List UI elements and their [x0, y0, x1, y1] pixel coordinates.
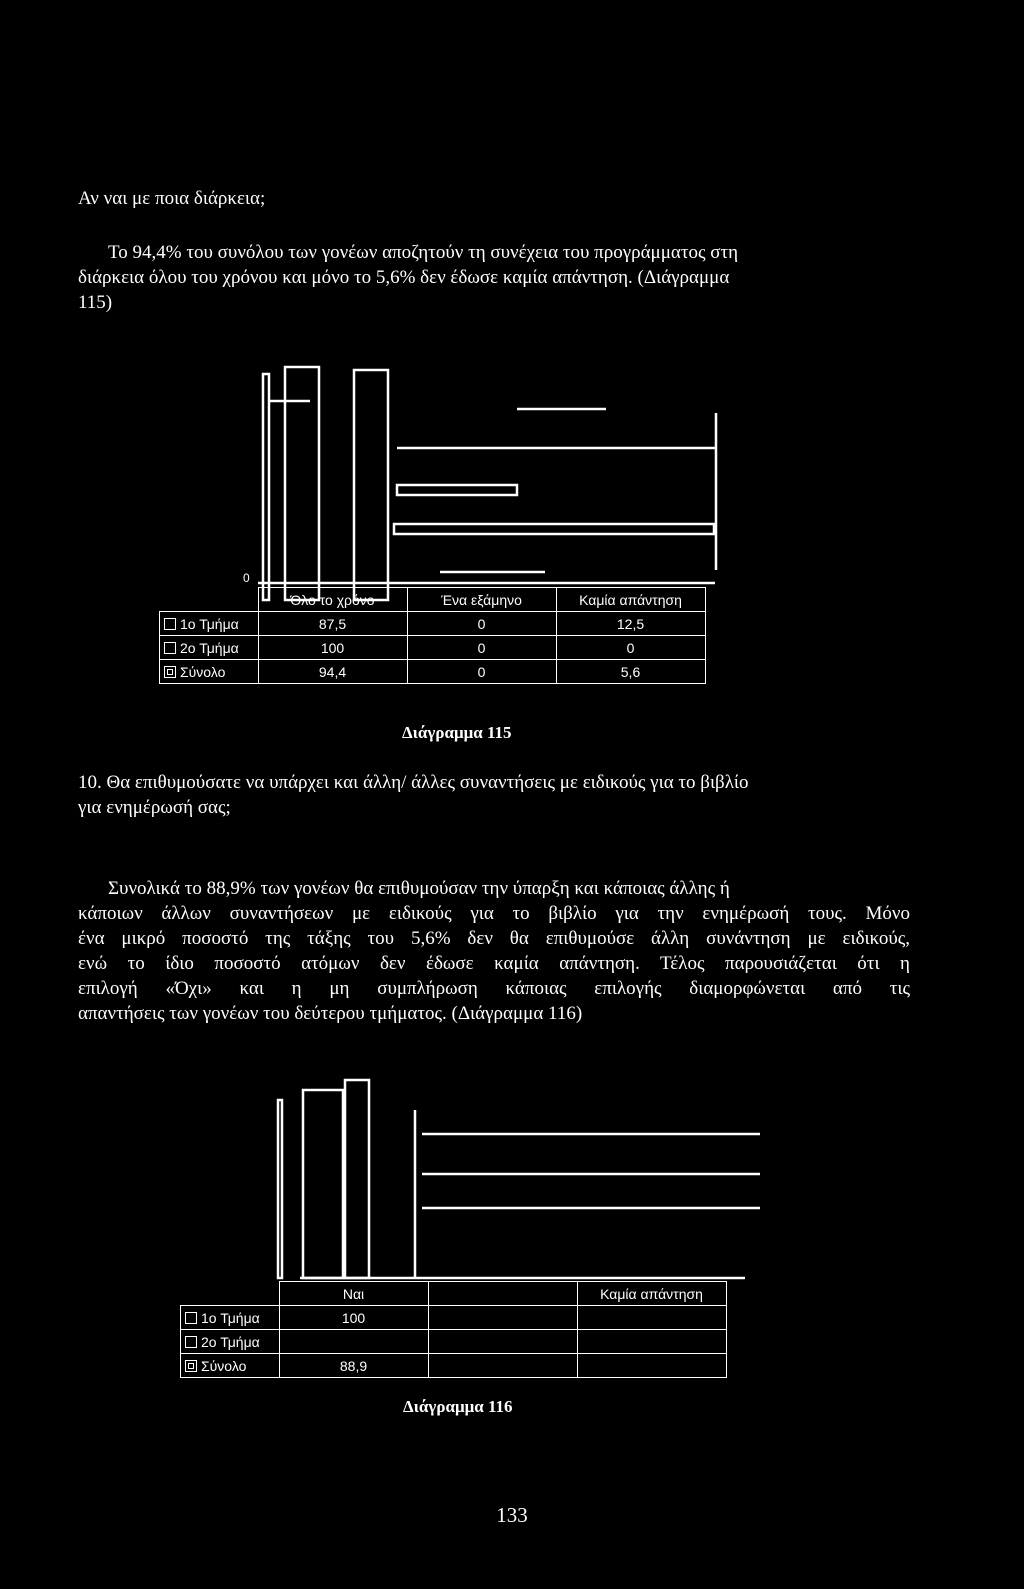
paragraph-2-line-3: ένα μικρό ποσοστό της τάξης του 5,6% δεν θα επιθυμούσε άλλη συνάντηση με ειδικούς, [78, 928, 910, 949]
paragraph-2 [78, 876, 910, 1026]
page-number: 133 [496, 1503, 528, 1527]
paragraph-2-line-4: ενώ το ίδιο ποσοστό ατόμων δεν έδωσε καμία απάντηση. Τέλος παρουσιάζεται ότι η [78, 953, 910, 974]
question-line-2: για ενημέρωσή σας; [78, 797, 231, 818]
chart-116-cell [428, 1330, 577, 1354]
chart-116-bar-2o-nai [303, 1090, 343, 1278]
section-heading: Αν ναι με ποια διάρκεια; [78, 188, 266, 209]
chart-115-col-header: Καμία απάντηση [556, 588, 705, 612]
chart-115-cell: 0 [407, 636, 556, 660]
chart-116-col-header: Καμία απάντηση [577, 1282, 726, 1306]
legend-square-icon [185, 1336, 197, 1348]
legend-square-icon [185, 1312, 197, 1324]
paragraph-2-line-1: Συνολικά το 88,9% των γονέων θα επιθυμούσαν την ύπαρξη και κάποιας άλλης ή [108, 878, 730, 899]
chart-116-data-table [180, 1281, 727, 1378]
chart-116-cell: 100 [279, 1306, 428, 1330]
chart-116-col-header [428, 1282, 577, 1306]
chart-115-cell: 0 [407, 612, 556, 636]
chart-115-col-header: Ένα εξάμηνο [407, 588, 556, 612]
chart-115-axis-zero: 0 [243, 571, 250, 585]
chart-116-cell [577, 1306, 726, 1330]
chart-115-legend-synolo: Σύνολο [160, 660, 259, 684]
paragraph-2-line-5: επιλογή «Όχι» και η μη συμπλήρωση κάποιας επιλογής διαμορφώνεται από τις [78, 978, 910, 999]
chart-116-bar-1o-nai [278, 1100, 282, 1278]
chart-115-bar-1o-olo [263, 374, 269, 600]
chart-116-col-header: Ναι [279, 1282, 428, 1306]
chart-116-legend-2o: 2ο Τμήμα [181, 1330, 280, 1354]
chart-116-bar-synolo-nai [345, 1080, 369, 1278]
chart-115-cell: 94,4 [258, 660, 407, 684]
chart-116-cell [279, 1330, 428, 1354]
chart-116-cell [577, 1330, 726, 1354]
chart-116-cell [428, 1306, 577, 1330]
chart-115-cell: 0 [407, 660, 556, 684]
legend-square-icon [164, 666, 176, 678]
paragraph-2-line-2: κάποιων άλλων συναντήσεων με ειδικούς για το βιβλίο για την ενημέρωσή τους. Μόνο [78, 903, 910, 924]
chart-116-legend-1o: 1ο Τμήμα [181, 1306, 280, 1330]
chart-115-cell: 12,5 [556, 612, 705, 636]
chart-115-col-header: Όλο το χρόνο [258, 588, 407, 612]
paragraph-1-line-1: Το 94,4% του συνόλου των γονέων αποζητούν τη συνέχεια του προγράμματος στη [108, 242, 739, 263]
chart-115-bar-synolo-olo [354, 370, 388, 600]
question-line-1: Θα επιθυμούσατε να υπάρχει και άλλη/ άλλες συναντήσεις με ειδικούς για το βιβλίο [106, 772, 749, 793]
chart-116-cell [428, 1354, 577, 1378]
question-10 [78, 770, 910, 820]
chart-115-cell: 87,5 [258, 612, 407, 636]
legend-square-icon [164, 642, 176, 654]
chart-115-bar-1o-kamia [394, 524, 714, 534]
chart-115-caption: Διάγραμμα 115 [402, 723, 512, 742]
chart-115-cell: 100 [258, 636, 407, 660]
paragraph-2-line-6: απαντήσεις των γονέων του δεύτερου τμήματος. (Διάγραμμα 116) [78, 1003, 583, 1024]
chart-115-data-table [159, 587, 706, 684]
legend-square-icon [164, 618, 176, 630]
paragraph-1-line-3: 115) [78, 292, 113, 313]
chart-116-cell: 88,9 [279, 1354, 428, 1378]
paragraph-1-line-2: διάρκεια όλου του χρόνου και μόνο το 5,6% δεν έδωσε καμία απάντηση. (Διάγραμμα [78, 267, 730, 288]
chart-116-legend-synolo: Σύνολο [181, 1354, 280, 1378]
chart-115-bar-synolo-kamia [397, 485, 517, 495]
chart-116-cell [577, 1354, 726, 1378]
chart-115-legend-1o: 1ο Τμήμα [160, 612, 259, 636]
chart-116-caption: Διάγραμμα 116 [403, 1397, 513, 1416]
chart-115-cell: 0 [556, 636, 705, 660]
legend-square-icon [185, 1360, 197, 1372]
chart-115-legend-2o: 2ο Τμήμα [160, 636, 259, 660]
chart-115-cell: 5,6 [556, 660, 705, 684]
question-number: 10. [78, 772, 102, 793]
